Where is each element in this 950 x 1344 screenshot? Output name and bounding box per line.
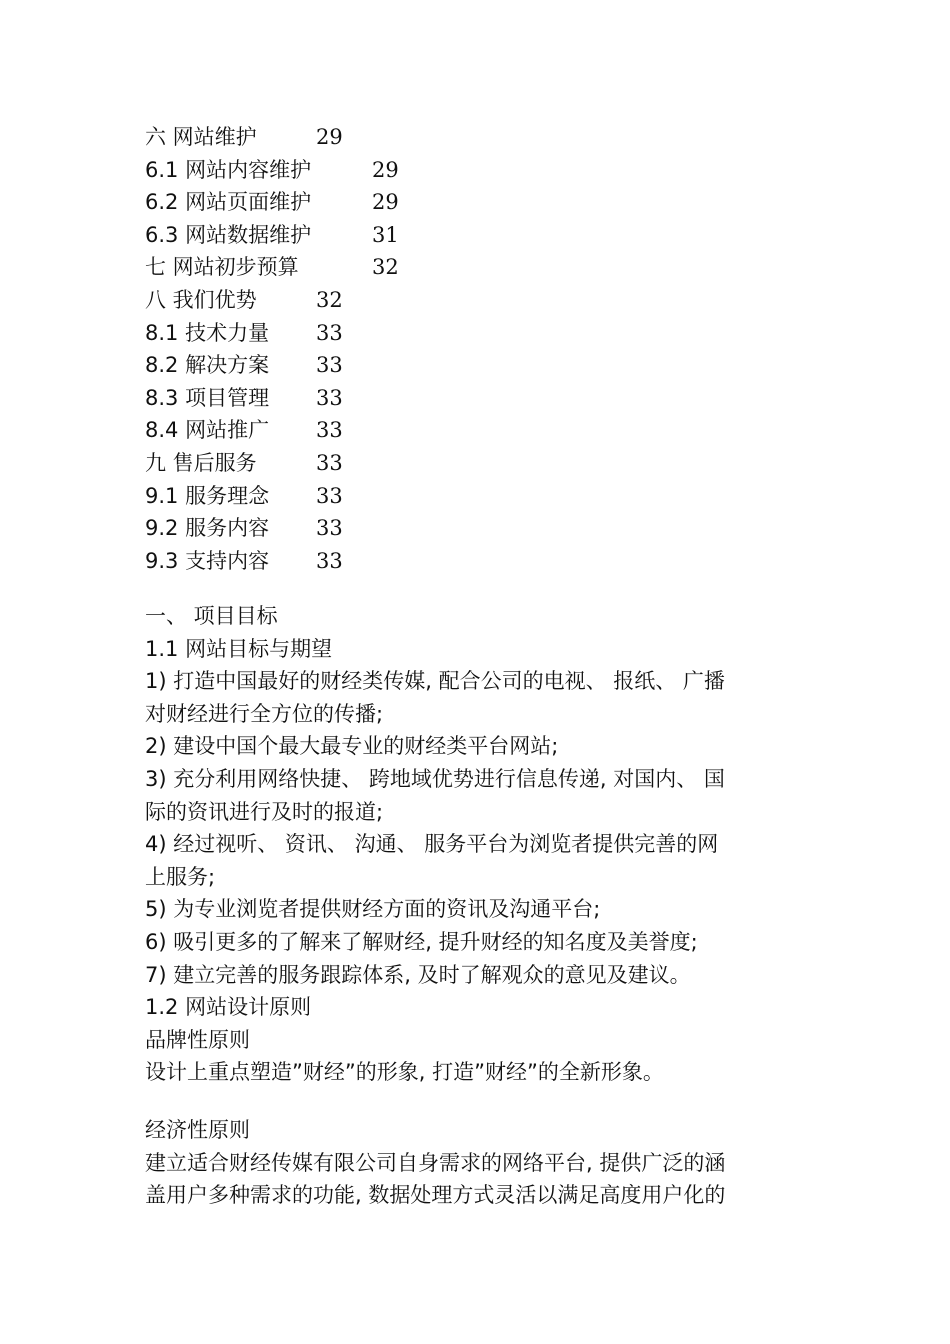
toc-entry (145, 121, 805, 154)
principle-text: 设计上重点塑造”财经”的形象, 打造”财经”的全新形象。 (145, 1060, 664, 1085)
goal-line: 4) 经过视听、 资讯、 沟通、 服务平台为浏览者提供完善的网 (145, 832, 719, 857)
toc-entry-title: 9.2 服务内容 (145, 516, 270, 541)
goal-line: 际的资讯进行及时的报道; (145, 799, 384, 824)
toc-entry-title: 6.1 网站内容维护 (145, 157, 312, 182)
toc-entry-page: 33 (316, 516, 343, 541)
section-heading: 一、 项目目标 (145, 604, 278, 628)
principle-text: 建立适合财经传媒有限公司自身需求的网络平台, 提供广泛的涵 (145, 1150, 726, 1175)
toc-entry-page: 33 (316, 353, 343, 378)
toc-entry-title: 8.1 技术力量 (145, 320, 270, 345)
toc-entry (145, 447, 805, 480)
goal-line: 6) 吸引更多的了解来了解财经, 提升财经的知名度及美誉度; (145, 929, 698, 954)
toc-entry (145, 317, 805, 350)
toc-entry-page: 33 (316, 418, 343, 443)
toc-entry-page: 32 (372, 255, 399, 280)
toc-entry-title: 6.3 网站数据维护 (145, 222, 312, 247)
toc-entry-title: 6.2 网站页面维护 (145, 190, 312, 215)
toc-entry-title: 9.1 服务理念 (145, 483, 270, 508)
toc-entry (145, 414, 805, 447)
toc-entry-title: 8.3 项目管理 (145, 385, 270, 410)
principle-heading: 品牌性原则 (145, 1027, 250, 1052)
goal-line: 3) 充分利用网络快捷、 跨地域优势进行信息传递, 对国内、 国 (145, 766, 725, 791)
toc-entry-page: 29 (372, 157, 399, 182)
toc-entry-page: 32 (316, 287, 343, 312)
toc-entry-page: 33 (316, 483, 343, 508)
toc-entry (145, 545, 805, 578)
goal-line: 对财经进行全方位的传播; (145, 701, 384, 726)
principle-text: 盖用户多种需求的功能, 数据处理方式灵活以满足高度用户化的 (145, 1183, 726, 1208)
toc-entry (145, 382, 805, 415)
toc-entry-page: 31 (372, 222, 399, 247)
toc-entry-title: 9.3 支持内容 (145, 548, 270, 573)
subsection-heading: 1.1 网站目标与期望 (145, 636, 333, 661)
toc-entry-title: 8.4 网站推广 (145, 418, 270, 443)
toc-entry-page: 29 (316, 125, 343, 149)
goal-line: 5) 为专业浏览者提供财经方面的资讯及沟通平台; (145, 897, 601, 922)
document-body (145, 600, 807, 1212)
table-of-contents (145, 121, 805, 577)
toc-entry (145, 186, 805, 219)
paragraph-gap (145, 1089, 807, 1114)
toc-entry-title: 八 我们优势 (145, 287, 257, 312)
goal-line: 7) 建立完善的服务跟踪体系, 及时了解观众的意见及建议。 (145, 962, 691, 987)
toc-entry (145, 219, 805, 252)
toc-entry-page: 33 (316, 385, 343, 410)
toc-entry (145, 512, 805, 545)
toc-entry (145, 251, 805, 284)
toc-entry-title: 九 售后服务 (145, 450, 257, 475)
toc-entry-title: 8.2 解决方案 (145, 353, 270, 378)
toc-entry-title: 六 网站维护 (145, 125, 257, 149)
goal-line: 1) 打造中国最好的财经类传媒, 配合公司的电视、 报纸、 广播 (145, 669, 725, 694)
subsection-heading: 1.2 网站设计原则 (145, 995, 312, 1020)
toc-entry (145, 349, 805, 382)
principle-heading: 经济性原则 (145, 1117, 250, 1142)
toc-entry (145, 154, 805, 187)
toc-entry-page: 33 (316, 548, 343, 573)
toc-entry (145, 284, 805, 317)
goal-line: 上服务; (145, 864, 216, 889)
goal-line: 2) 建设中国个最大最专业的财经类平台网站; (145, 734, 559, 759)
toc-entry-page: 29 (372, 190, 399, 215)
toc-entry-title: 七 网站初步预算 (145, 255, 299, 280)
toc-entry-page: 33 (316, 450, 343, 475)
toc-entry (145, 480, 805, 513)
toc-entry-page: 33 (316, 320, 343, 345)
